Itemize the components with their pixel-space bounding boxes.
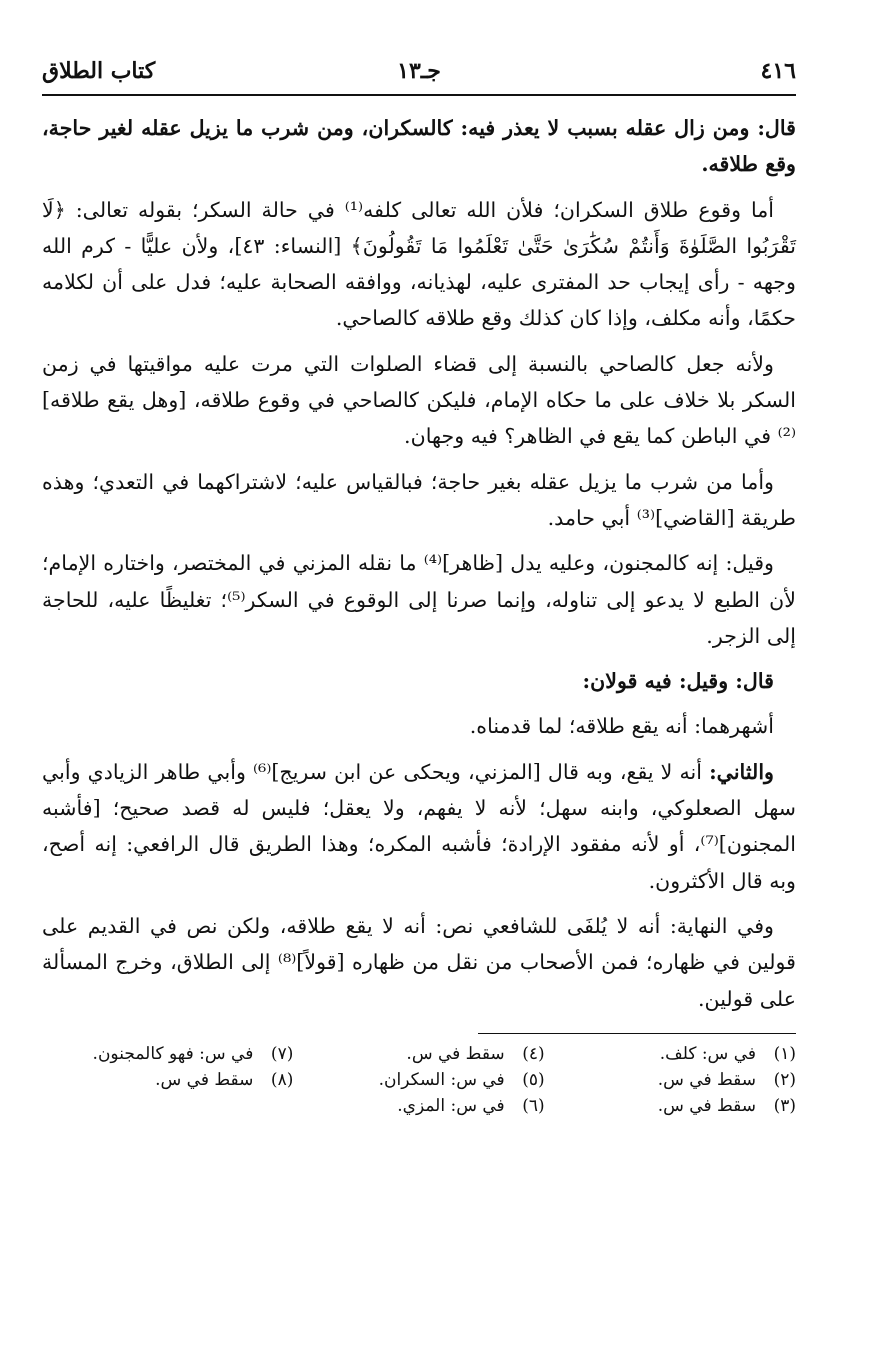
footnote [545, 1096, 796, 1122]
footnote-text: سقط في س. [406, 1043, 505, 1064]
header-rule [42, 94, 796, 96]
footnote-number: (٣) [773, 1095, 796, 1116]
paragraph: أشهرهما: أنه يقع طلاقه؛ لما قدمناه. [469, 714, 774, 739]
footnote [545, 1070, 796, 1096]
volume-label: جـ١٣ [397, 58, 441, 84]
footnote-separator [478, 1033, 796, 1034]
footnote-number: (٨) [270, 1069, 294, 1090]
page-header [42, 58, 796, 92]
main-text [42, 110, 796, 1017]
footnote [42, 1070, 293, 1096]
footnote-number: (١) [773, 1043, 796, 1064]
footnote-number: (٧) [270, 1043, 294, 1064]
book-page [42, 58, 796, 1122]
paragraph [42, 754, 796, 899]
footnote-text: في س: فهو كالمجنون. [92, 1043, 254, 1064]
footnote-text: سقط في س. [657, 1095, 756, 1116]
footnote-number: (٥) [522, 1069, 545, 1090]
footnote [293, 1070, 544, 1096]
footnote-number: (٢) [773, 1069, 796, 1090]
book-title: كتاب الطلاق [42, 58, 156, 84]
paragraph: وأما من شرب ما يزيل عقله بغير حاجة؛ فبالقياس عليه؛ لاشتراكهما في التعدي؛ وهذه طريقة [القاضي]⁽³⁾ أبي حامد. [42, 469, 796, 530]
footnote [293, 1096, 544, 1122]
page-number: ٤١٦ [760, 58, 796, 84]
paragraph: أما وقوع طلاق السكران؛ فلأن الله تعالى كلفه⁽¹⁾ في حالة السكر؛ بقوله تعالى: ﴿لَا تَقْرَبُوا الصَّلَوٰةَ وَأَنتُمْ سُكَٰرَىٰ حَتَّىٰ تَعْلَمُوا مَا تَقُولُونَ﴾ [النساء: ٤٣]، ولأن عليًّا - كرم الله وجهه - رأى إيجاب حد المفترى عليه، لهذيانه، ووافقه الصحابة عليه؛ فدل على أن لكلامه حكمًا، وأنه مكلف، وإذا كان كذلك وقع طلاقه كالصاحي. [42, 197, 796, 331]
footnotes [42, 1044, 796, 1122]
matn-text: قال: ومن زال عقله بسبب لا يعذر فيه: كالسكران، ومن شرب ما يزيل عقله لغير حاجة، وقع طلاقه. [42, 116, 796, 177]
footnote [42, 1044, 293, 1070]
footnote-text: في س: السكران. [378, 1069, 505, 1090]
lead-word: والثاني: [709, 759, 774, 784]
footnote-number: (٦) [522, 1095, 545, 1116]
paragraph: ولأنه جعل كالصاحي بالنسبة إلى قضاء الصلوات التي مرت عليه مواقيتها في زمن السكر بلا خلاف على ما حكاه الإمام، فليكن كالصاحي في وقوع طلاقه، [وهل يقع طلاقه]⁽²⁾ في الباطن كما يقع في الظاهر؟ فيه وجهان. [42, 351, 796, 449]
paragraph: وفي النهاية: أنه لا يُلفَى للشافعي نص: أنه لا يقع طلاقه، ولكن نص في القديم على قولين في ظهاره؛ فمن الأصحاب من نقل من ظهاره [قولاً]⁽⁸⁾ إلى الطلاق، وخرج المسألة على قولين. [42, 913, 796, 1011]
paragraph-text: أنه لا يقع، وبه قال [المزني، ويحكى عن ابن سريج]⁽⁶⁾ وأبي طاهر الزيادي وأبي سهل الصعلوكي، وابنه سهل؛ لأنه لا يفهم، ولا يعقل؛ فليس له قصد صحيح؛ [فأشبه المجنون]⁽⁷⁾، أو لأنه مفقود الإرادة؛ فأشبه المكره؛ وهذا الطريق قال الرافعي: إنه أصح، وبه قال الأكثرون. [42, 759, 796, 893]
footnote-text: سقط في س. [155, 1069, 254, 1090]
footnote-text: سقط في س. [657, 1069, 756, 1090]
footnote [545, 1044, 796, 1070]
footnote-number: (٤) [522, 1043, 545, 1064]
paragraph-matn [42, 110, 796, 183]
footnote-text: في س: المزي. [397, 1095, 505, 1116]
footnote [293, 1044, 544, 1070]
paragraph-matn [42, 663, 796, 699]
footnote-text: في س: كلف. [659, 1043, 756, 1064]
paragraph: وقيل: إنه كالمجنون، وعليه يدل [ظاهر]⁽⁴⁾ ما نقله المزني في المختصر، واختاره الإمام؛ لأن الطبع لا يدعو إلى تناوله، وإنما صرنا إلى الوقوع في السكر⁽⁵⁾؛ تغليظًا عليه، للحاجة إلى الزجر. [42, 551, 796, 648]
matn-text: قال: وقيل: فيه قولان: [582, 669, 774, 694]
